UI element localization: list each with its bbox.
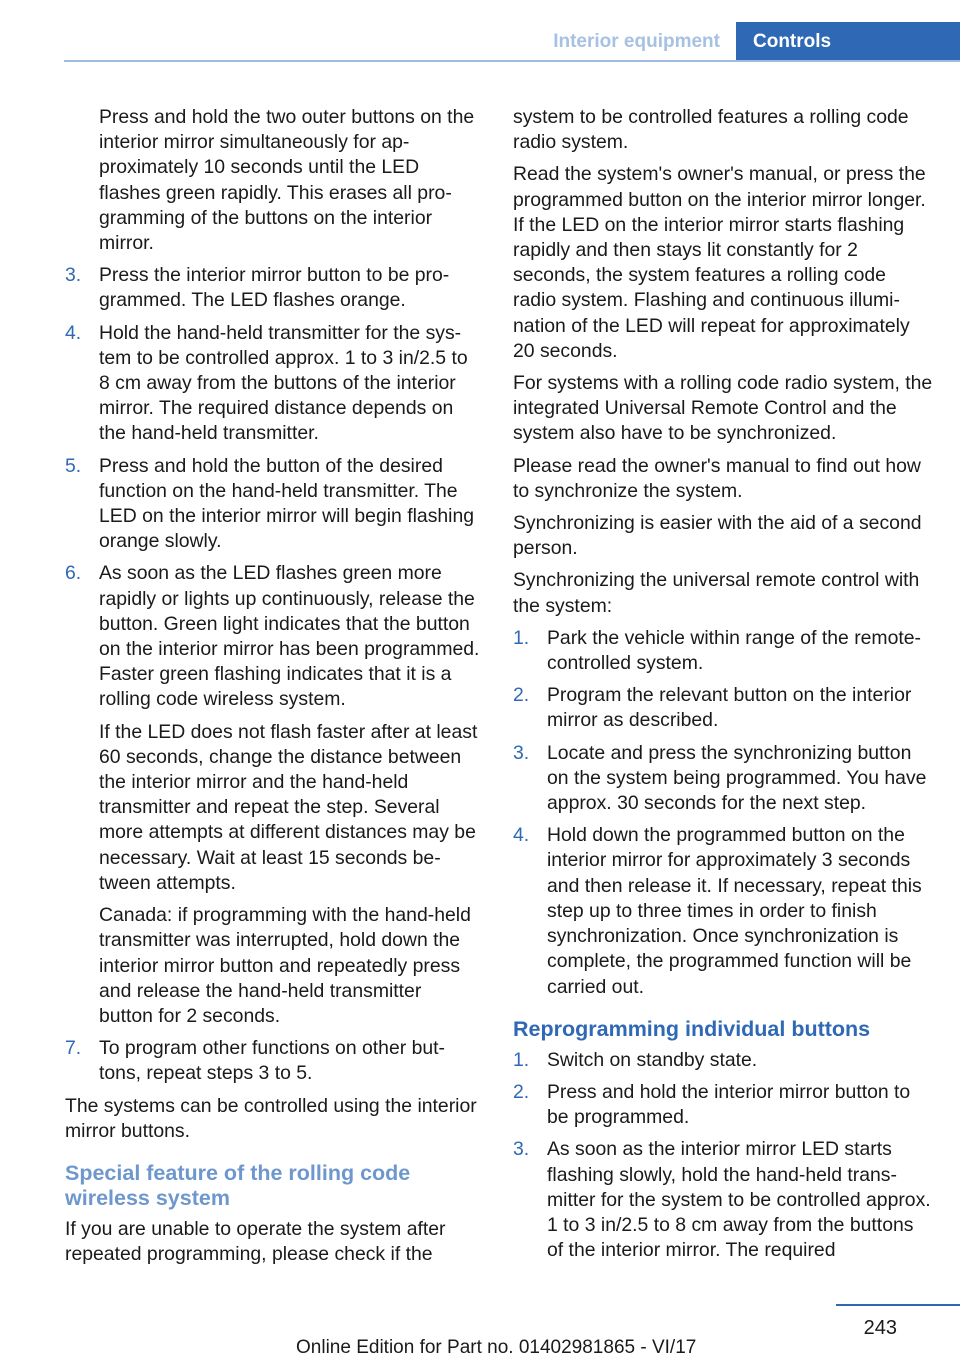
body-paragraph: Read the system's owner's manual, or press the programmed button on the interior mirror longer. If the LED on the interior mirror starts flashing rapidly and then stays lit constantly for 2 seconds, the system features a rolling code radio system. Flashing and continuous illumination of the LED will repeat for approximately 20 seconds. [513,163,926,362]
header-section-title: Interior equipment [553,31,720,52]
step-number: 4. [65,321,82,344]
step-text: Switch on standby state. [547,1048,758,1071]
step-number: 1. [513,1048,530,1071]
list-item [513,1080,933,1130]
list-item [65,263,480,313]
body-paragraph: Synchronizing the universal remote control with the system: [513,569,920,617]
step-text: To program other functions on other buttons, repeat steps 3 to 5. [99,1037,446,1085]
list-item [513,626,933,676]
step-text: Press and hold the button of the desired function on the hand-held transmitter. The LED on the interior mirror will begin flashing orange slowly. [99,454,475,553]
step-text: Hold the hand-held transmitter for the system to be controlled approx. 1 to 3 in/2.5 to 8 cm away from the buttons of the interior mirror. The required distance depends on the hand-held transmitter. [99,321,468,445]
header-chapter-tab: Controls [736,22,960,62]
step-text: As soon as the interior mirror LED starts flashing slowly, hold the hand-held transmitter for the system to be controlled approx. 1 to 3 in/2.5 to 8 cm away from the buttons of the interior mirror. The required [547,1138,931,1262]
step-text: Hold down the programmed button on the interior mirror for approximately 3 seconds and then release it. If necessary, repeat this step up to three times in order to finish synchronization. Once synchronization is complete, the programmed function will be carried out. [547,824,922,998]
footer-rule [836,1304,960,1306]
step-number: 2. [513,684,530,707]
list-item [513,1048,933,1073]
list-item [65,454,480,555]
list-item [513,741,933,817]
list-item [513,683,933,733]
list-item [65,561,480,1029]
step-number: 2. [513,1080,530,1103]
body-paragraph: For systems with a rolling code radio system, the integrated Universal Remote Control and the system also have to be synchronized. [513,372,933,445]
edition-footer: Online Edition for Part no. 01402981865 - VI/17 [296,1337,697,1358]
step-number: 4. [513,824,530,847]
list-item [65,321,480,447]
step-text: Press the interior mirror button to be programmed. The LED flashes orange. [99,264,450,312]
left-column [65,105,480,1274]
section-heading: Special feature of the rolling code wireless system [65,1160,411,1210]
step-number: 3. [513,1138,530,1161]
step-number: 3. [65,264,82,287]
step-note: Canada: if programming with the hand-held transmitter was interrupted, hold down the interior mirror button and repeatedly press and release the hand-held transmitter button for 2 seconds. [99,904,471,1027]
step-text: Program the relevant button on the interior mirror as described. [547,684,912,732]
outro-paragraph: The systems can be controlled using the interior mirror buttons. [65,1094,477,1142]
body-paragraph: system to be controlled features a rolling code radio system. [513,106,909,154]
step-text: Press and hold the interior mirror button to be programmed. [547,1080,911,1129]
list-item [513,1137,933,1263]
step-text: As soon as the LED flashes green more rapidly or lights up continuously, release the button. Green light indicates that the button on the interior mirror has been programmed. Faster green flashing indicates that it is a rolling code wireless system. [99,562,480,711]
page-header [0,0,960,62]
step-text: Locate and press the synchronizing button on the system being programmed. You have approx. 30 seconds for the next step. [547,741,927,815]
body-paragraph: Synchronizing is easier with the aid of a second person. [513,512,922,560]
step-note: If the LED does not flash faster after at least 60 seconds, change the distance between the interior mirror and the hand-held transmitter and repeat the step. Several more attempts at different distances may be necessary. Wait at least 15 seconds between attempts. [99,720,478,894]
step-text: Park the vehicle within range of the remote-controlled system. [547,626,921,675]
header-rule [64,60,960,62]
page-number: 243 [863,1317,897,1339]
intro-paragraph: Press and hold the two outer buttons on the interior mirror simultaneously for approximately 10 seconds until the LED flashes green rapidly. This erases all programming of the buttons on the interior mirror. [99,106,475,255]
list-item [65,1036,480,1086]
section-heading: Reprogramming individual buttons [513,1016,871,1041]
step-number: 1. [513,626,530,649]
step-number: 3. [513,741,530,764]
step-number: 6. [65,562,82,585]
right-column [513,105,933,1270]
step-number: 7. [65,1037,82,1060]
body-paragraph: Please read the owner's manual to find out how to synchronize the system. [513,454,921,502]
list-item [513,823,933,999]
step-number: 5. [65,454,82,477]
section-paragraph: If you are unable to operate the system after repeated programming, please check if the [65,1217,446,1266]
